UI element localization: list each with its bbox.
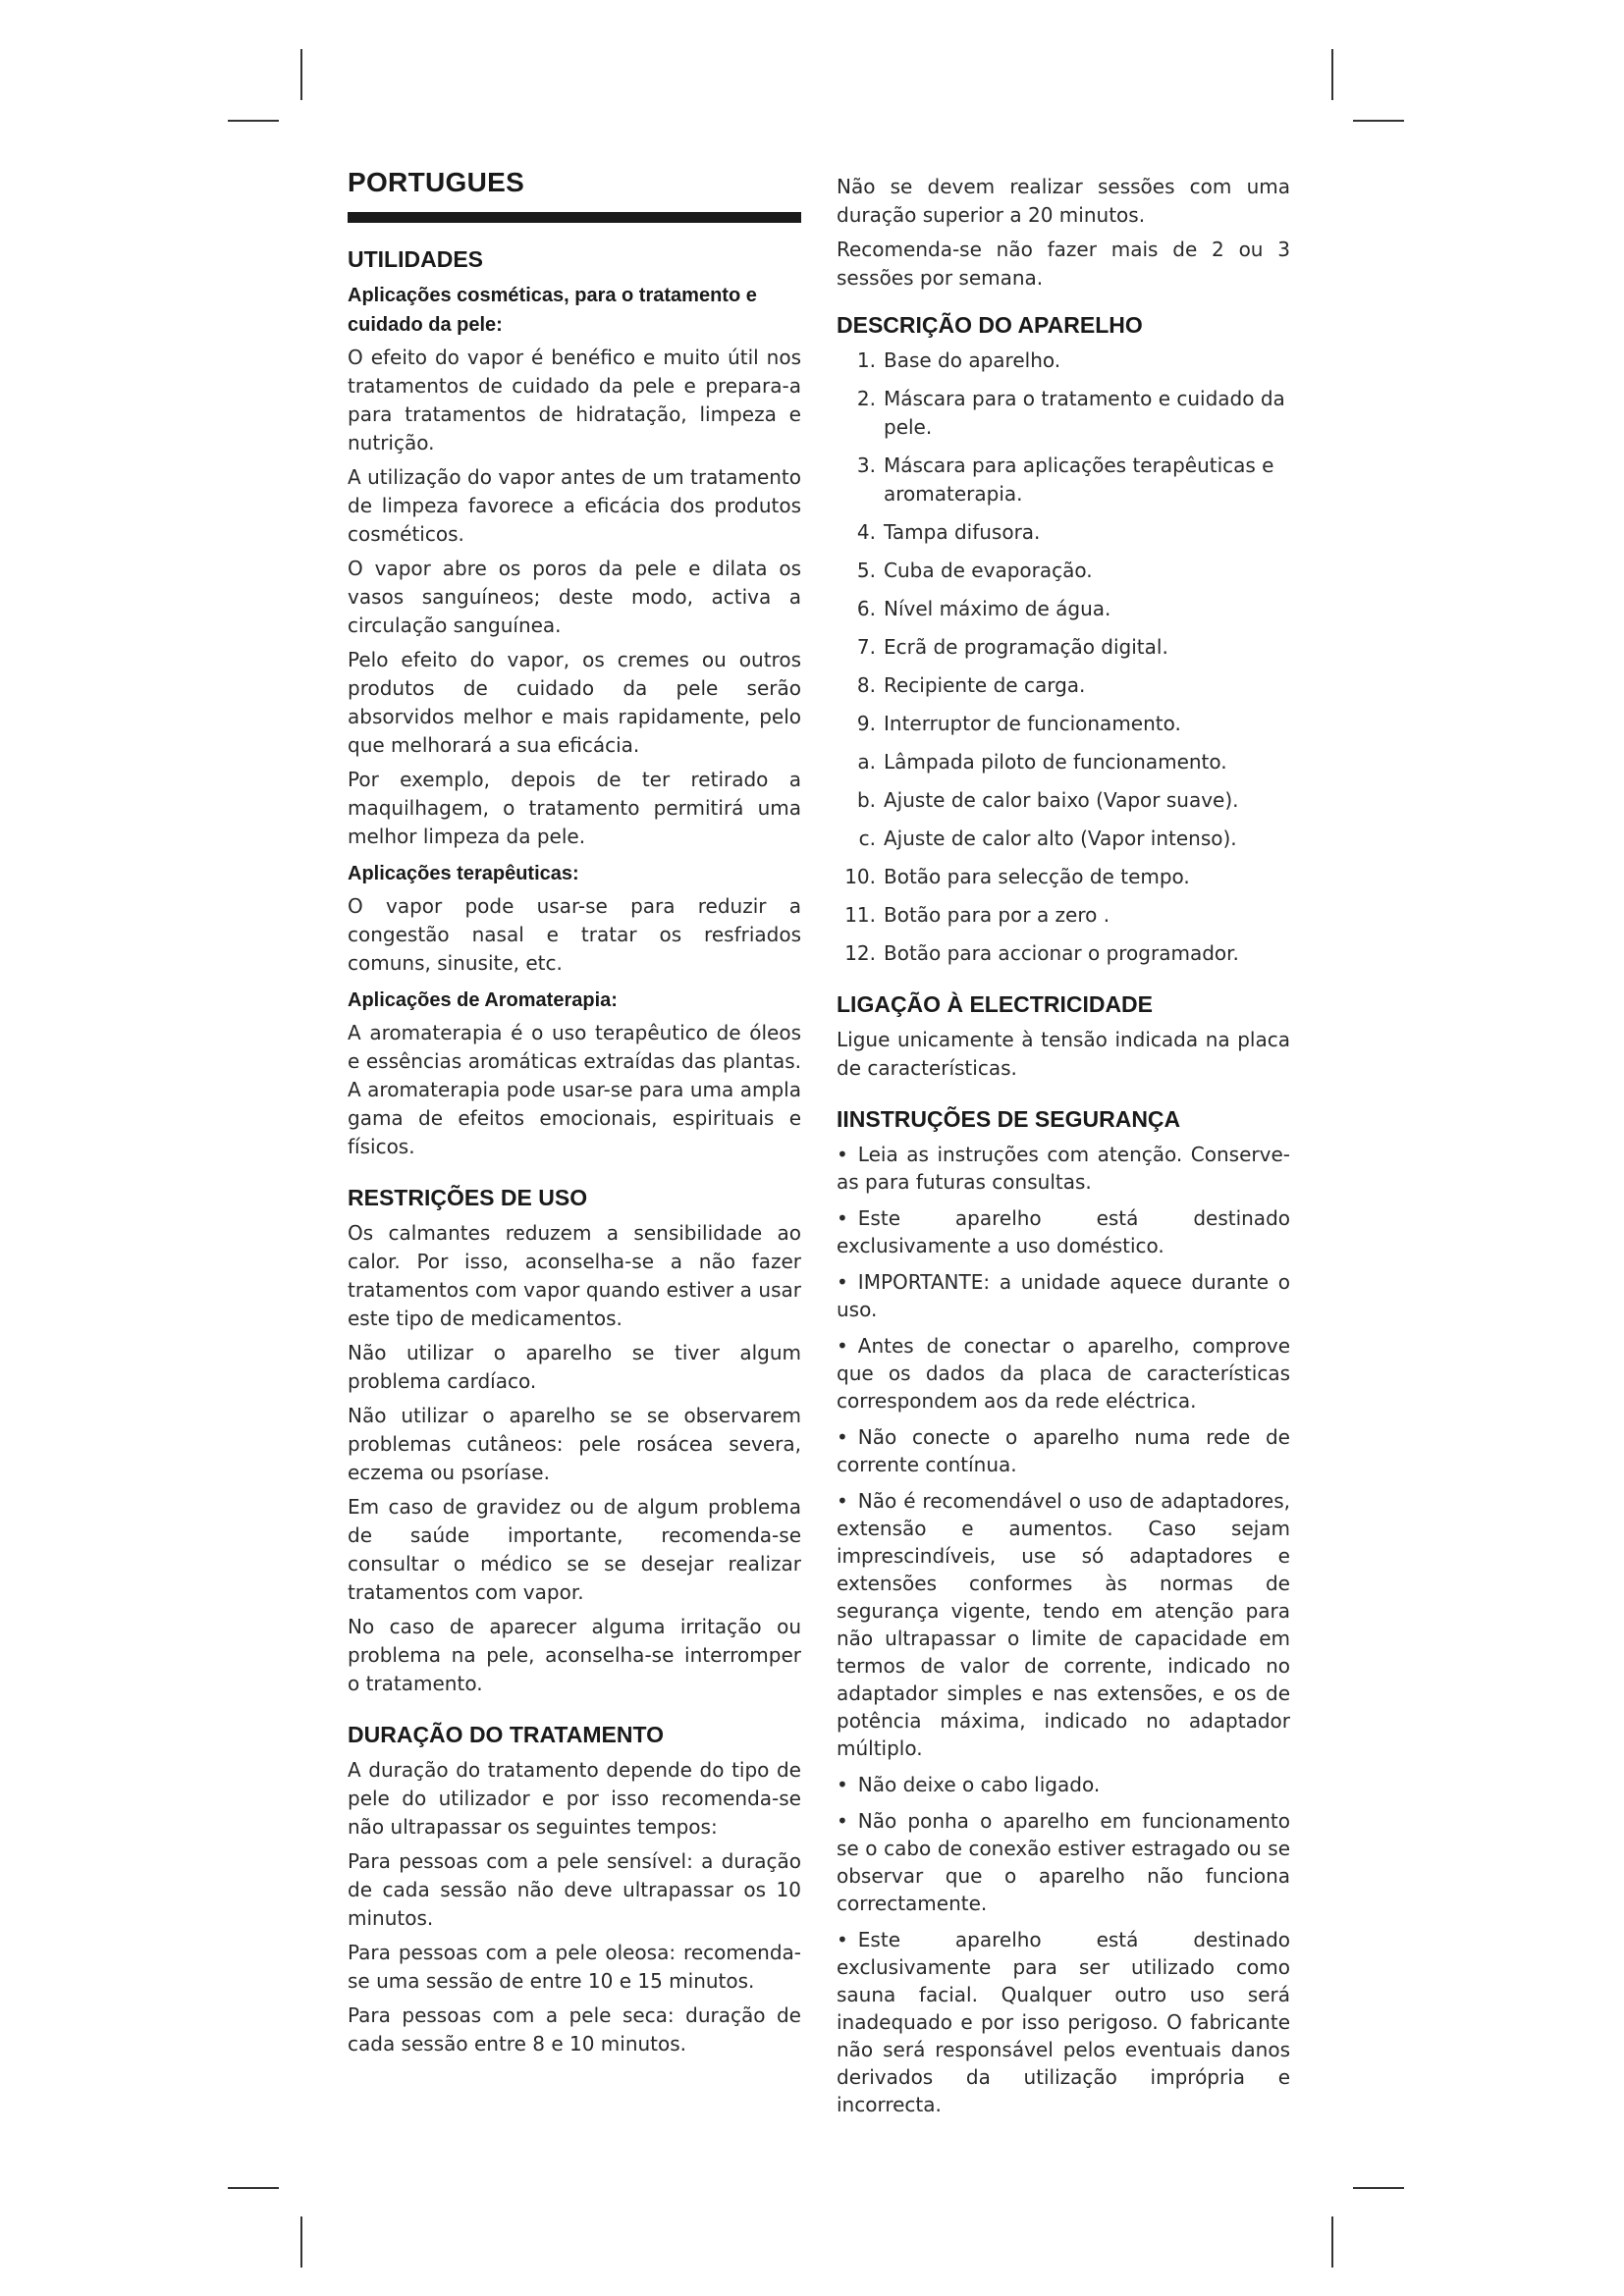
crop-mark <box>228 120 279 122</box>
crop-mark <box>1353 120 1404 122</box>
section-heading-restricoes: RESTRIÇÕES DE USO <box>348 1185 588 1210</box>
paragraph: A aromaterapia é o uso terapêutico de óleos e essências aromáticas extraídas das plantas. A aromaterapia pode usar-se para uma ampla gama de efeitos emocionais, espirituais e físicos. <box>348 1021 801 1158</box>
safety-list <box>837 1141 1290 2118</box>
paragraph: O efeito do vapor é benéfico e muito útil nos tratamentos de cuidado da pele e prepara-a para tratamentos de hidratação, limpeza e nutrição. <box>348 346 801 454</box>
paragraph: Em caso de gravidez ou de algum problema de saúde importante, recomenda-se consultar o médico se se desejar realizar tratamentos com vapor. <box>348 1495 801 1604</box>
crop-mark <box>300 2216 302 2268</box>
paragraph: Não utilizar o aparelho se tiver algum problema cardíaco. <box>348 1341 801 1393</box>
paragraph: Pelo efeito do vapor, os cremes ou outros produtos de cuidado da pele serão absorvidos melhor e mais rapidamente, pelo que melhorará a sua eficácia. <box>348 648 801 757</box>
paragraph: Ligue unicamente à tensão indicada na placa de características. <box>837 1028 1290 1080</box>
paragraph: Para pessoas com a pele seca: duração de cada sessão entre 8 e 10 minutos. <box>348 2003 801 2056</box>
list-item: • Não ponha o aparelho em funcionamento se o cabo de conexão estiver estragado ou se observar que o aparelho não funciona correctamente. <box>837 1809 1290 1915</box>
list-item: 5. Cuba de evaporação. <box>856 559 1093 582</box>
list-item: 3. Máscara para aplicações terapêuticas e aromaterapia. <box>856 454 1274 506</box>
paragraph: Os calmantes reduzem a sensibilidade ao calor. Por isso, aconselha-se a não fazer tratamentos com vapor quando estiver a usar este tipo de medicamentos. <box>348 1221 801 1330</box>
section-heading-descricao: DESCRIÇÃO DO APARELHO <box>837 312 1143 338</box>
list-item: c. Ajuste de calor alto (Vapor intenso). <box>858 827 1237 850</box>
list-item: • Não é recomendável o uso de adaptadores, extensão e aumentos. Caso sejam imprescindíveis, use só adaptadores e extensões conformes às normas de segurança vigente, tendo em atenção para não ultrapassar o limite de capacidade em termos de valor de corrente, indicado no adaptador simples e nas extensões, e os de potência máxima, indicado no adaptador múltiplo. <box>837 1489 1290 1760</box>
section-heading-ligacao: LIGAÇÃO À ELECTRICIDADE <box>837 991 1153 1017</box>
right-column <box>837 173 1290 2127</box>
paragraph: No caso de aparecer alguma irritação ou problema na pele, aconselha-se interromper o tratamento. <box>348 1615 801 1695</box>
paragraph: O vapor pode usar-se para reduzir a congestão nasal e tratar os resfriados comuns, sinusite, etc. <box>348 894 801 975</box>
list-item: • Não conecte o aparelho numa rede de corrente contínua. <box>837 1425 1290 1476</box>
subheading-cosmetic: Aplicações cosméticas, para o tratamento e cuidado da pele: <box>348 285 757 336</box>
list-item: 6. Nível máximo de água. <box>856 597 1111 620</box>
paragraph: Não se devem realizar sessões com uma duração superior a 20 minutos. <box>837 175 1290 227</box>
list-item: 1. Base do aparelho. <box>856 348 1061 372</box>
crop-mark <box>1331 49 1333 100</box>
subheading-therapeutic: Aplicações terapêuticas: <box>348 863 579 884</box>
list-item: a. Lâmpada piloto de funcionamento. <box>857 750 1227 774</box>
section-heading-seguranca: IINSTRUÇÕES DE SEGURANÇA <box>837 1106 1181 1132</box>
list-item: • Leia as instruções com atenção. Conserve-as para futuras consultas. <box>837 1143 1290 1194</box>
list-item: 2. Máscara para o tratamento e cuidado da pele. <box>856 387 1285 439</box>
list-item: 4. Tampa difusora. <box>856 520 1041 544</box>
left-column <box>348 167 801 2064</box>
crop-mark <box>300 49 302 100</box>
paragraph: A duração do tratamento depende do tipo de pele do utilizador e por isso recomenda-se não ultrapassar os seguintes tempos: <box>348 1758 801 1839</box>
crop-mark <box>1353 2187 1404 2189</box>
paragraph: Por exemplo, depois de ter retirado a maquilhagem, o tratamento permitirá uma melhor limpeza da pele. <box>348 768 801 848</box>
list-item: 9. Interruptor de funcionamento. <box>856 712 1181 735</box>
section-heading-duracao: DURAÇÃO DO TRATAMENTO <box>348 1722 664 1747</box>
list-item: • Não deixe o cabo ligado. <box>837 1773 1101 1796</box>
section-heading-utilidades: UTILIDADES <box>348 246 483 272</box>
paragraph: Para pessoas com a pele sensível: a duração de cada sessão não deve ultrapassar os 10 minutos. <box>348 1849 801 1930</box>
list-item: 8. Recipiente de carga. <box>856 673 1086 697</box>
list-item: 11. Botão para por a zero . <box>844 903 1110 927</box>
list-item: 7. Ecrã de programação digital. <box>856 635 1168 659</box>
list-item: 10. Botão para selecção de tempo. <box>844 865 1190 888</box>
paragraph: O vapor abre os poros da pele e dilata os vasos sanguíneos; deste modo, activa a circulação sanguínea. <box>348 557 801 637</box>
crop-mark <box>1331 2216 1333 2268</box>
list-item: b. Ajuste de calor baixo (Vapor suave). <box>856 788 1239 812</box>
paragraph: A utilização do vapor antes de um tratamento de limpeza favorece a eficácia dos produtos cosméticos. <box>348 465 801 546</box>
paragraph: Não utilizar o aparelho se se observarem problemas cutâneos: pele rosácea severa, eczema ou psoríase. <box>348 1404 801 1484</box>
paragraph: Recomenda-se não fazer mais de 2 ou 3 sessões por semana. <box>837 238 1290 290</box>
list-item: • Antes de conectar o aparelho, comprove que os dados da placa de características correspondem aos da rede eléctrica. <box>837 1334 1290 1413</box>
page-title: PORTUGUES <box>348 167 801 223</box>
list-item: • IMPORTANTE: a unidade aquece durante o uso. <box>837 1270 1290 1321</box>
parts-list <box>837 347 1290 968</box>
list-item: 12. Botão para accionar o programador. <box>844 941 1239 965</box>
list-item: • Este aparelho está destinado exclusivamente a uso doméstico. <box>837 1206 1290 1257</box>
subheading-aromatherapy: Aplicações de Aromaterapia: <box>348 989 618 1011</box>
list-item: • Este aparelho está destinado exclusivamente para ser utilizado como sauna facial. Qualquer outro uso será inadequado e por isso perigoso. O fabricante não será responsável pelos eventuais danos derivados da utilização imprópria e incorrecta. <box>837 1928 1290 2116</box>
paragraph: Para pessoas com a pele oleosa: recomenda-se uma sessão de entre 10 e 15 minutos. <box>348 1941 801 1993</box>
crop-mark <box>228 2187 279 2189</box>
